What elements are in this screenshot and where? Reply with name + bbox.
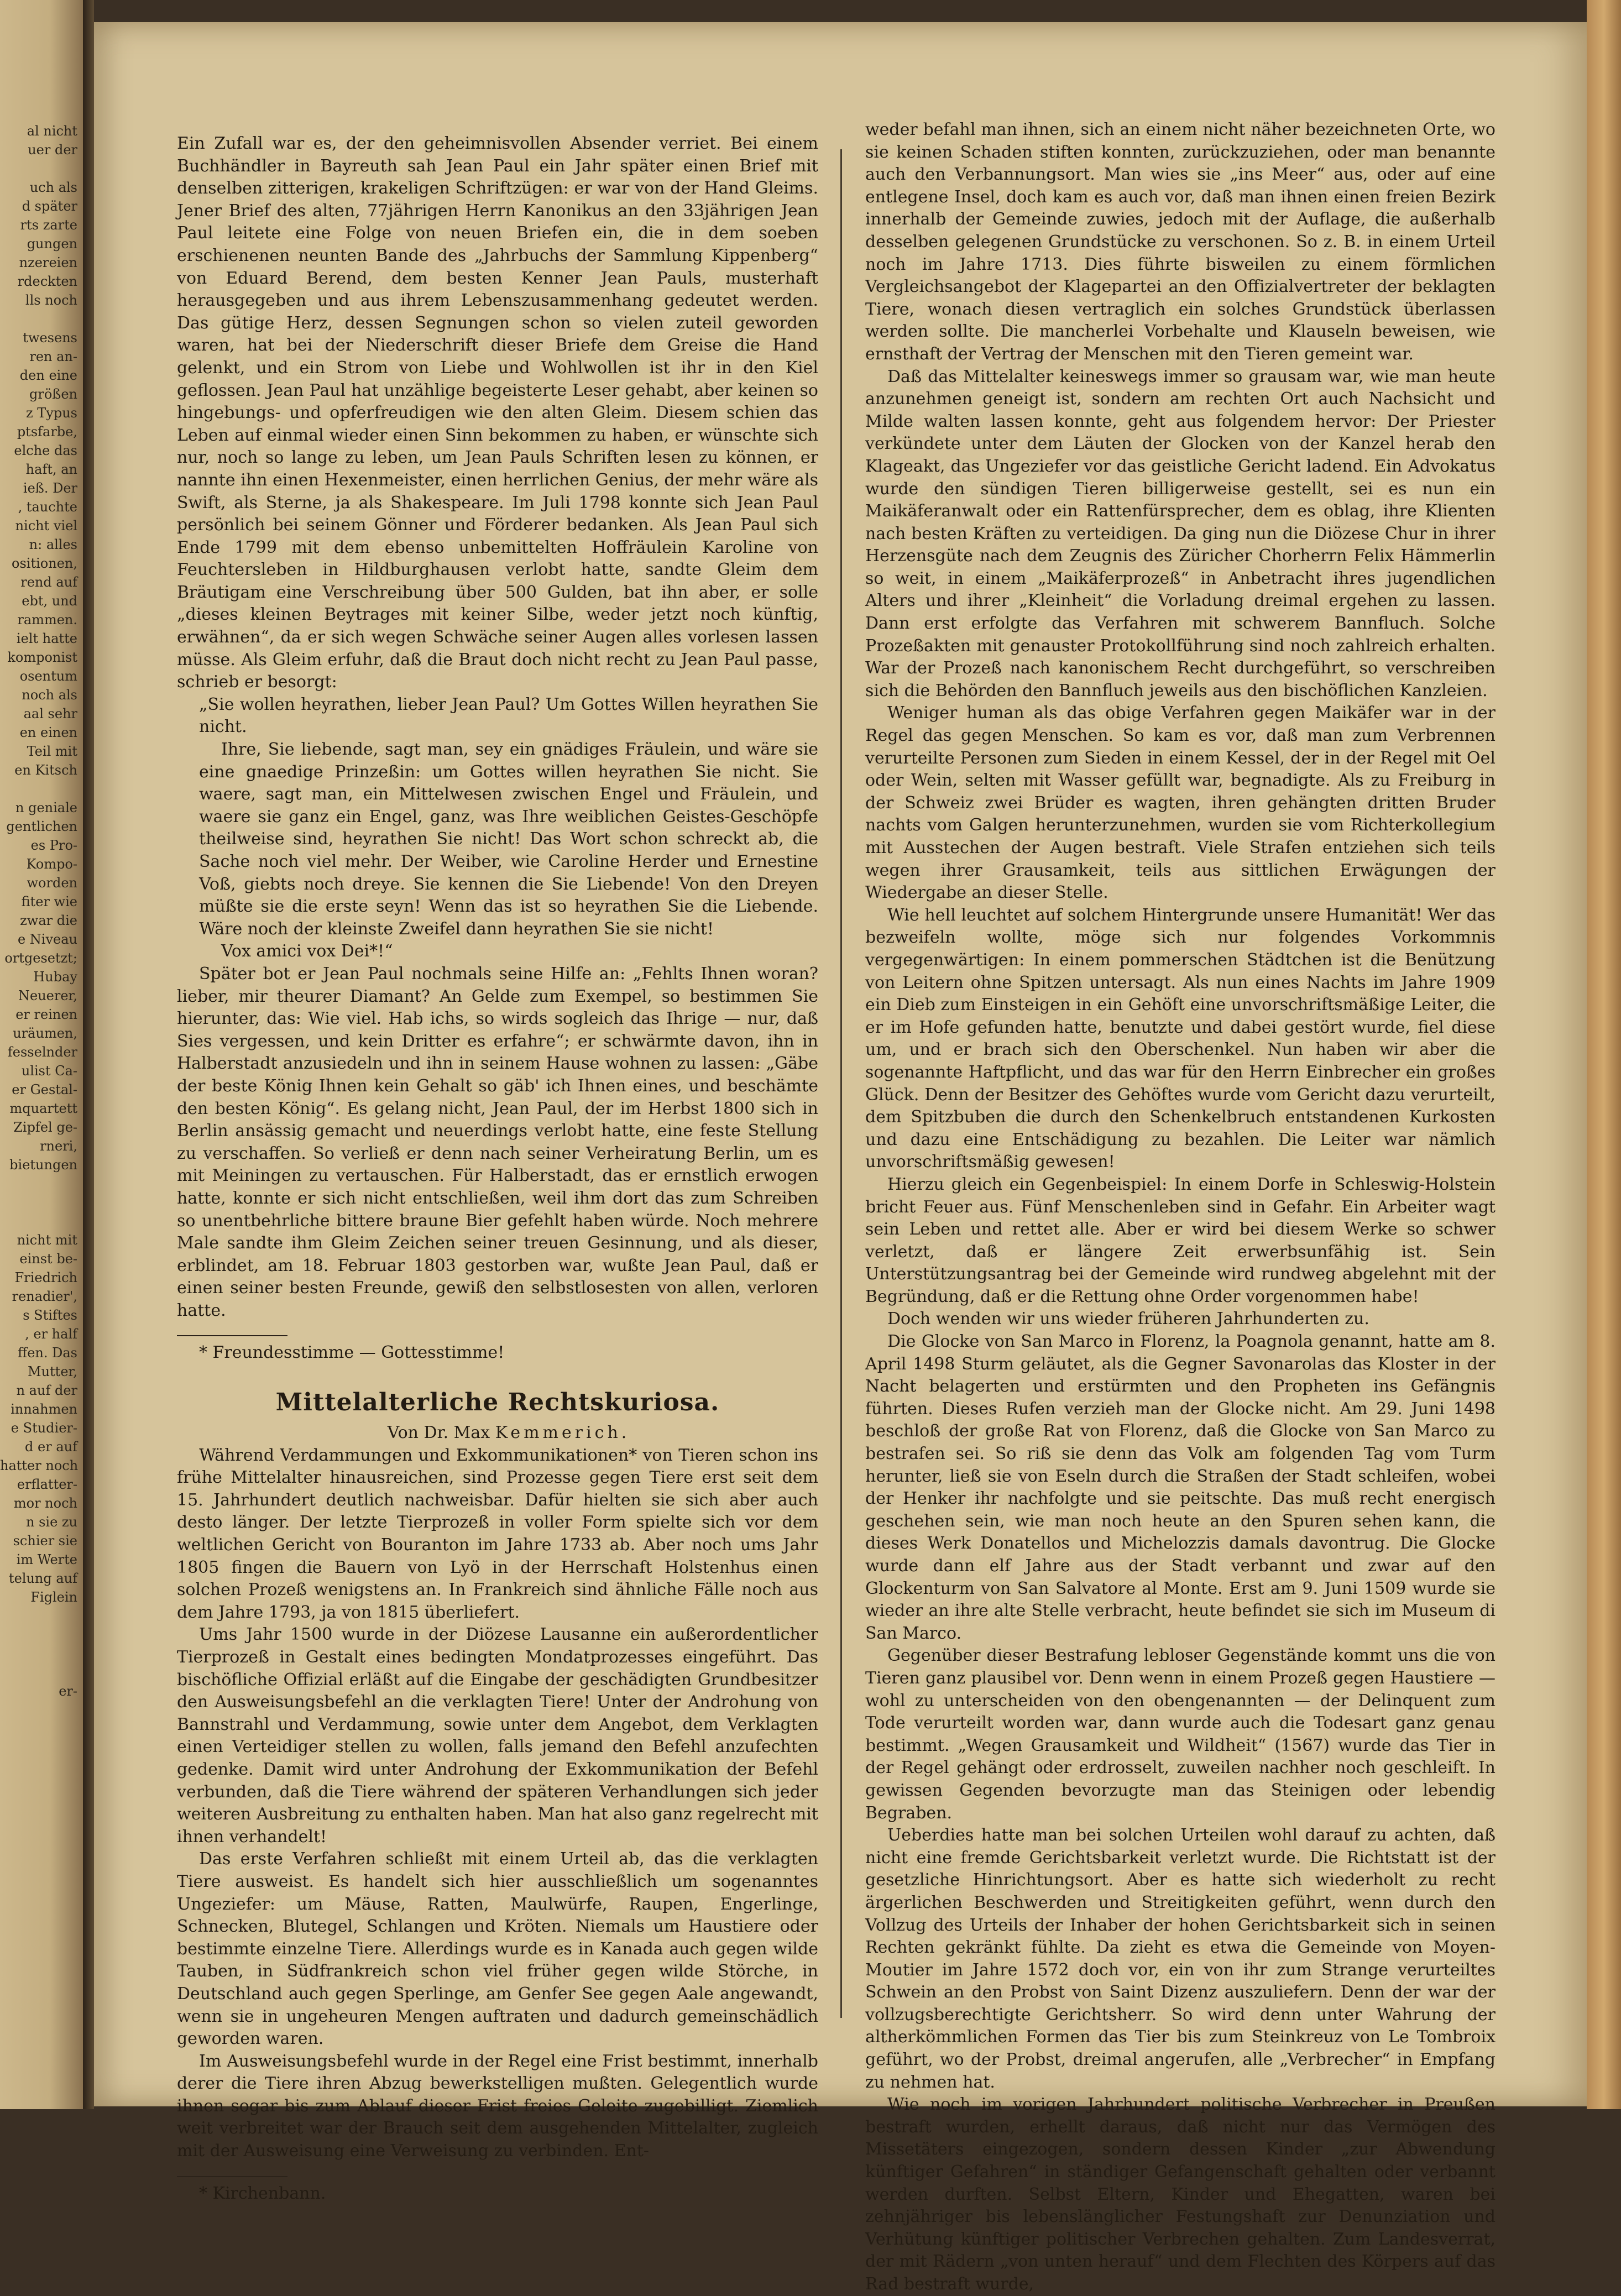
left-fragment-line: gungen	[27, 236, 77, 252]
article2-footnote: * Kirchenbann.	[199, 2183, 326, 2203]
left-fragment-line: rend auf	[20, 574, 77, 590]
article2-paragraph-3: Das erste Verfahren schließt mit einem Urteil ab, das die verklagten Tiere ausweist. Es handelt sich hier ausschließlich um sogenanntes Ungeziefer: um Mäuse, Ratten, Maulwürfe, Raupen, Engerlinge, Schnecken, Blutegel, Schlangen und Kröten. Niemals um Haustiere oder bestimmte einzelne Tiere. Allerdings wurde es in Kanada auch gegen wilde Tauben, in Südfrankreich schon viel früher gegen wilde Störche, in Deutschland auch gegen Sperlinge, am Genfer See gegen Aale angewandt, wenn sie in ungeheuren Mengen auftraten und dadurch gemeinschädlich geworden waren.	[177, 1849, 818, 2049]
left-margin-fragments	[0, 0, 83, 1701]
quote-line-3: Vox amici vox Dei*!“	[221, 942, 393, 961]
left-fragment-line: haft, an	[25, 462, 77, 477]
column-divider	[840, 149, 842, 2018]
left-fragment-line: uch als	[29, 180, 77, 195]
left-fragment-line: n auf der	[16, 1383, 77, 1398]
left-fragment-line: lls noch	[25, 292, 77, 308]
left-fragment-line: erflatter-	[17, 1477, 77, 1492]
left-fragment-line: schier sie	[13, 1533, 77, 1549]
newspaper-page	[94, 22, 1587, 2294]
left-fragment-line: aal sehr	[23, 706, 77, 721]
left-fragment-line: Hubay	[33, 969, 77, 985]
left-fragment-line: fesselnder	[7, 1044, 77, 1060]
left-fragment-line	[0, 1625, 83, 1644]
left-fragment-line	[0, 159, 83, 178]
left-fragment-line: einst be-	[19, 1251, 77, 1267]
byline-prefix: Von Dr. Max	[387, 1423, 490, 1443]
right-paragraph-1: weder befahl man ihnen, sich an einem nicht näher bezeichneten Orte, wo sie keinen Schaden stiften konnten, zurückzuziehen, oder man benannte auch den Verbannungsort. Man wies sie „ins Meer“ aus, oder auf eine entlegene Insel, doch kam es auch vor, daß man ihnen einen freien Bezirk innerhalb der Gemeinde zuwies, jedoch mit der Auflage, die außerhalb desselben gelegenen Grundstücke zu verschonen. So z. B. in einem Urteil noch im Jahre 1713. Dies führte bisweilen zu einem förmlichen Vergleichsangebot der Klagepartei an den Offizialvertreter der beklagten Tiere, wonach diesen vertraglich ein solches Grundstück überlassen werden sollte. Die mancherlei Vorbehalte und Klauseln beweisen, wie ernsthaft der Vertrag der Menschen mit den Tieren gemeint war.	[865, 120, 1495, 364]
left-fragment-line: bietungen	[9, 1157, 77, 1173]
left-fragment-line: al nicht	[27, 123, 77, 139]
left-fragment-line: Neuerer,	[18, 988, 77, 1003]
right-paragraph-8: Gegenüber dieser Bestrafung lebloser Gegenstände kommt uns die von Tieren ganz plausibel vor. Denn wenn in einem Prozeß gegen Haustiere — wohl zu unterscheiden von den obengenannten — der Delinquent zum Tode verurteilt worden war, dann wurde auch die Todesart ganz genau bestimmt. „Wegen Grausamkeit und Wildheit“ (1567) wurde das Tier in der Regel gehängt oder erdrosselt, zuweilen nachher noch geschleift. In gewissen Gegenden bevorzugte man das Steinigen oder lebendig Begraben.	[865, 1646, 1495, 1823]
left-fragment-line: , er half	[25, 1326, 77, 1342]
left-fragment-line: größen	[29, 386, 77, 402]
left-fragment-line: uräumen,	[13, 1026, 77, 1041]
right-paragraph-4: Wie hell leuchtet auf solchem Hintergrunde unsere Humanität! Wer das bezweifeln wollte, möge sich nur folgendes Vorkommnis vergegenwärtigen: In einem pommerschen Städtchen ist die Benützung von Leitern ohne Spitzen untersagt. Als nun eines Nachts im Jahre 1909 ein Dieb zum Einsteigen in ein Gehöft eine unvorschriftsmäßige Leiter, die er im Hofe gefunden hatte, benutzte und dabei gestört wurde, fiel diese um, und er brach sich den Oberschenkel. Nun haben wir aber die sogenannte Haftpflicht, und das war für den Herrn Einbrecher ein großes Glück. Denn der Besitzer des Gehöftes wurde vom Gericht dazu verurteilt, dem Spitzbuben die durch den Schenkelbruch entstandenen Kurkosten und dazu eine Entschädigung zu bezahlen. Die Leiter war nämlich unvorschriftsmäßig gewesen!	[865, 905, 1495, 1172]
right-paragraph-6: Doch wenden wir uns wieder früheren Jahrhunderten zu.	[887, 1309, 1369, 1329]
left-fragment-line: e Niveau	[17, 932, 77, 947]
left-page-edge	[0, 0, 83, 2109]
left-fragment-line: ortgesetzt;	[4, 950, 77, 966]
left-fragment-line	[0, 1174, 83, 1193]
left-fragment-line: telung auf	[8, 1571, 77, 1586]
left-fragment-line: mquartett	[9, 1101, 77, 1116]
right-paragraph-7: Die Glocke von San Marco in Florenz, la Poagnola genannt, hatte am 8. April 1498 Sturm geläutet, als die Gegner Savonarolas das Kloster in der Nacht belagerten und erstürmten und den Propheten ins Gefängnis führten. Dieses Rufen verzieh man der Glocke nicht. Am 29. Juni 1498 beschloß der große Rat von Florenz, daß die Glocke von San Marco zu bestrafen sei. So riß sie denn das Volk am folgenden Tag vom Turm herunter, ließ sie von Eseln durch die Straßen der Stadt schleifen, wobei der Henker ihr nachfolgte und sie peitschte. Das muß recht energisch geschehen sein, wie man noch heute an den Spuren sehen kann, die dieses Werk Donatellos und Michelozzis damals davontrug. Die Glocke wurde dann elf Jahre aus der Stadt verbannt und zwar auf den Glockenturm von San Salvatore al Monte. Erst am 9. Juni 1509 wurde sie wieder an ihre alte Stelle verbracht, heute befindet sie sich im Museum di San Marco.	[865, 1332, 1495, 1643]
article2-title: Mittelalterliche Rechtskuriosa.	[275, 1388, 720, 1417]
left-fragment-line	[0, 1193, 83, 1212]
left-fragment-line: ren an-	[29, 349, 77, 364]
left-fragment-line: Teil mit	[27, 744, 77, 759]
right-paragraph-10: Wie noch im vorigen Jahrhundert politische Verbrecher in Preußen bestraft wurden, erhellt daraus, daß nicht nur das Vermögen des Missetäters eingezogen, sondern dessen Kinder „zur Abwendung künftiger Gefahren“ in ständiger Gefangenschaft gehalten oder verbannt werden durften. Selbst Eltern, Kinder und Ehegatten, waren bei zehnjähriger bis lebenslänglicher Festungshaft zur Denunziation und Verhütung künftiger politischer Verbrechen gehalten. Zum Landesverrat, der mit Rädern „von unten herauf“ und dem Flechten des Körpers auf das Rad bestraft wurde,	[865, 2095, 1495, 2294]
article2-byline	[177, 1422, 818, 1445]
right-paragraph-5: Hierzu gleich ein Gegenbeispiel: In einem Dorfe in Schleswig-Holstein bricht Feuer aus. Fünf Menschenleben sind in Gefahr. Ein Arbeiter wagt sein Leben und rettet alle. Aber er wird bei diesem Werke so schwer verletzt, daß er längere Zeit erwerbsunfähig ist. Sein Unterstützungsantrag bei der Gemeinde wird rundweg abgelehnt mit der Begründung, daß er die Rettung ohne Order vorgenommen habe!	[865, 1174, 1495, 1306]
left-fragment-line: nzereien	[19, 255, 77, 270]
article1-paragraph-1: Ein Zufall war es, der den geheimnisvollen Absender verriet. Bei einem Buchhändler in Bayreuth sah Jean Paul ein Jahr später einen Brief mit denselben zitterigen, krakeligen Schriftzügen: er war von der Hand Gleims. Jener Brief des alten, 77jährigen Herrn Kanonikus an den 33jährigen Jean Paul leitete eine Folge von neuen Briefen ein, die in dem soeben erschienenen neunten Bande des „Jahrbuchs der Sammlung Kippenberg“ von Eduard Berend, dem besten Kenner Jean Pauls, musterhaft herausgegeben und aus ihrem Lebenszusammenhang gedeutet werden. Das gütige Herz, dessen Segnungen schon so vielen zuteil geworden waren, hat bei der Niederschrift dieser Briefe dem Greise die Hand gelenkt, und ein Strom von Liebe und Wohlwollen ist ihr in den Kiel geflossen. Jean Paul hat unzählige begeisterte Leser gehabt, aber keinen so hingebungs- und opferfreudigen wie den alten Gleim. Diesem schien das Leben auf einmal wieder einen Sinn bekommen zu haben, er wünschte sich nur, noch so lange zu leben, um Jean Pauls Schriften lesen zu können, er nannte ihn einen Hexenmeister, einen herrlichen Genius, der mehr wäre als Swift, als Sterne, ja als Shakespeare. Im Juli 1798 konnte sich Jean Paul persönlich bei seinem Gönner und Förderer bedanken. Als Jean Paul sich Ende 1799 mit dem ebenso unbemittelten Hoffräulein Karoline von Feuchtersleben in Hildburghausen verlobt hatte, sandte Gleim dem Bräutigam eine Verschreibung über 500 Gulden, bat ihn aber, er solle „dieses kleinen Beytrages mit keiner Silbe, weder jetzt noch künftig, erwähnen“, da er sich wegen Schwäche seiner Augen alles vorlesen lassen müsse. Als Gleim erfuhr, daß die Braut doch nicht recht zu Jean Paul passe, schrieb er besorgt:	[177, 134, 818, 692]
left-fragment-line: Mutter,	[28, 1364, 77, 1379]
left-fragment-line	[0, 310, 83, 328]
left-fragment-line: n geniale	[15, 800, 77, 815]
left-fragment-line: hatter noch	[0, 1458, 79, 1473]
left-fragment-line: zwar die	[20, 913, 77, 928]
left-fragment-line: er Gestal-	[12, 1082, 77, 1097]
left-fragment-line: ebt, und	[22, 593, 77, 609]
left-fragment-line: ositionen,	[12, 556, 77, 571]
footnote-rule	[177, 1335, 287, 1336]
left-fragment-line: ielt hatte	[16, 631, 77, 646]
left-fragment-line: noch als	[22, 687, 77, 703]
left-fragment-line: en Kitsch	[14, 762, 77, 778]
right-paragraph-9: Ueberdies hatte man bei solchen Urteilen wohl darauf zu achten, daß nicht eine fremde Gerichtsbarkeit verletzt wurde. Die Richtstatt ist der gesetzliche Hinrichtungsort. Aber es hatte sich wiederholt zu recht ärgerlichen Beschwerden und Streitigkeiten geführt, wenn durch den Vollzug des Urteils der Inhaber der hohen Gerichtsbarkeit sich in seinen Rechten gekränkt fühlte. Da zieht es etwa die Gemeinde von Moyen-Moutier im Jahre 1572 doch vor, ein von ihr zum Strange verurteiltes Schwein an den Probst von Saint Dizenz auszuliefern. Denn der war der vollzugsberechtigte Gerichtsherr. So wird denn unter Wahrung der altherkömmlichen Formen das Tier bis zum Steinkreuz von Le Tombroix geführt, wo der Probst, dreimal angerufen, alle „Verbrecher“ in Empfang zu nehmen hat.	[865, 1826, 1495, 2092]
left-fragment-line: Friedrich	[14, 1270, 77, 1285]
left-fragment-line	[0, 1644, 83, 1663]
right-paragraph-3: Weniger human als das obige Verfahren gegen Maikäfer war in der Regel das gegen Menschen. So kam es vor, daß man zum Verbrennen verurteilte Personen zum Sieden in einem Kessel, der in der Regel mit Oel oder Wein, selten mit Wasser gefüllt war, begnadigte. Als zu Freiburg in der Schweiz zwei Brüder es wagten, ihren gehängten dritten Bruder nachts vom Galgen herunterzunehmen, wurden sie vom Richterkollegium mit Ausstechen der Augen bestraft. Viele Strafen entziehen sich teils wegen ihrer Grausamkeit, teils aus sittlichen Erwägungen der Wiedergabe an dieser Stelle.	[865, 703, 1495, 903]
footnote-rule-2	[177, 2176, 287, 2177]
right-paragraph-2: Daß das Mittelalter keineswegs immer so grausam war, wie man heute anzunehmen geneigt ist, sondern am rechten Ort auch Nachsicht und Milde walten lassen konnte, geht aus folgendem hervor: Der Priester verkündete unter dem Läuten der Glocken von der Kanzel herab den Klageakt, das Ungeziefer vor das geistliche Gericht ladend. Ein Advokatus wurde den sündigen Tieren billigerweise gestellt, sei es nun ein Maikäferanwalt oder ein Rattenfürsprecher, dem es oblag, ihre Klienten nach besten Kräften zu verteidigen. Da ging nun die Diözese Chur in ihrer Herzensgüte nach dem Zeugnis des Züricher Chorherrn Felix Hämmerlin so weit, in einem „Maikäferprozeß“ in Anbetracht ihres jugendlichen Alters und ihrer „Kleinheit“ die Vorladung dreimal ergehen zu lassen. Dann erst erfolgte das Verfahren mit schwerem Bannfluch. Solche Prozeßakten mit genauster Protokollführung sind noch zahlreich erhalten. War der Prozeß nach kanonischem Recht durchgeführt, so verschreiben sich die Behörden den Bannfluch jeweils aus den bischöflichen Kanzleien.	[865, 367, 1495, 700]
gleim-letter-quote	[199, 694, 818, 963]
left-fragment-line: es Pro-	[30, 838, 77, 853]
left-fragment-line: n sie zu	[25, 1514, 77, 1530]
left-fragment-line: z Typus	[26, 405, 77, 421]
left-fragment-line	[0, 780, 83, 798]
left-fragment-line: Kompo-	[26, 856, 77, 872]
left-fragment-line: worden	[27, 875, 77, 891]
left-fragment-line: den eine	[19, 368, 77, 383]
left-fragment-line: , tauchte	[18, 499, 77, 515]
article1-footnote: * Freundesstimme — Gottesstimme!	[199, 1343, 505, 1363]
left-fragment-line: ieß. Der	[23, 480, 77, 496]
article2-paragraph-2: Ums Jahr 1500 wurde in der Diözese Lausanne ein außerordentlicher Tierprozeß in Gestalt eines bedingten Mondatprozesses eingeführt. Das bischöfliche Offizial erläßt auf die Eingabe der geschädigten Grundbesitzer den Ausweisungsbefehl an die verklagten Tiere! Unter der Androhung von Bannstrahl und Verdammung, sowie unter dem Angebot, dem Verklagten einen Verteidiger stellen zu wollen, falls jemand den Befehl anzufechten gedenke. Damit wird unter Androhung der Exkommunikation der Befehl verbunden, daß die Tiere während der späteren Verhandlungen sich jeder weiteren Ausbreitung zu enthalten haben. Man hat also ganz regelrecht mit ihnen verhandelt!	[177, 1625, 818, 1847]
left-fragment-line	[0, 1663, 83, 1682]
left-fragment-line: innahmen	[11, 1401, 77, 1417]
left-fragment-line: rneri,	[40, 1138, 77, 1154]
left-fragment-line	[0, 1607, 83, 1625]
left-fragment-line: d er auf	[25, 1439, 77, 1455]
left-fragment-line: nicht mit	[17, 1232, 77, 1248]
left-fragment-line: osentum	[19, 668, 77, 684]
left-fragment-line: komponist	[7, 650, 77, 665]
left-fragment-line: rdeckten	[17, 274, 77, 289]
left-fragment-line: e Studier-	[11, 1420, 77, 1436]
left-fragment-line: mor noch	[13, 1495, 77, 1511]
left-fragment-line: er reinen	[15, 1007, 77, 1022]
left-fragment-line: im Werte	[16, 1552, 77, 1567]
right-column	[865, 119, 1495, 2296]
left-fragment-line: ulist Ca-	[21, 1063, 77, 1079]
left-fragment-line: renadier',	[12, 1289, 77, 1304]
left-fragment-line: d später	[22, 198, 77, 214]
left-fragment-line: er-	[59, 1683, 77, 1699]
left-fragment-line: en einen	[19, 725, 77, 740]
article2-paragraph-1: Während Verdammungen und Exkommunikationen* von Tieren schon ins frühe Mittelalter hinausreichen, sind Prozesse gegen Tiere erst seit dem 15. Jahrhundert deutlich nachweisbar. Dafür hielten sie sich aber auch desto länger. Der letzte Tierprozeß in voller Form spielte sich vor dem weltlichen Gericht von Bouranton im Jahre 1733 ab. Aber noch ums Jahr 1805 fingen die Bauern von Lyö in der Herrschaft Holstenhus einen solchen Prozeß wenigstens an. In Frankreich sind ähnliche Fälle noch aus dem Jahre 1793, ja von 1815 überliefert.	[177, 1445, 818, 1622]
quote-line-1: „Sie wollen heyrathen, lieber Jean Paul? Um Gottes Willen heyrathen Sie nicht.	[199, 694, 818, 737]
left-fragment-line: Zipfel ge-	[13, 1120, 77, 1135]
left-fragment-line: ffen. Das	[18, 1345, 77, 1361]
left-fragment-line	[0, 1212, 83, 1231]
left-fragment-line: ptsfarbe,	[17, 424, 77, 440]
left-fragment-line: rammen.	[17, 612, 77, 627]
byline-author: Kemmerich.	[495, 1423, 630, 1443]
left-fragment-line: s Stiftes	[23, 1307, 77, 1323]
left-fragment-line: rts zarte	[20, 217, 77, 233]
article2-paragraph-4: Im Ausweisungsbefehl wurde in der Regel eine Frist bestimmt, innerhalb derer die Tiere ihren Abzug bewerkstelligen mußten. Gelegentlich wurde ihnen sogar bis zum Ablauf dieser Frist freies Geleite zugebilligt. Ziemlich weit verbreitet war der Brauch seit dem ausgehenden Mittelalter, zugleich mit der Ausweisung eine Verweisung zu verbinden. Ent-	[177, 2051, 818, 2161]
left-fragment-line: elche das	[14, 443, 77, 458]
left-fragment-line: n: alles	[29, 537, 77, 552]
quote-line-2: Ihre, Sie liebende, sagt man, sey ein gnädiges Fräulein, und wäre sie eine gnaedige Prinzeßin: um Gottes willen heyrathen Sie nicht. Sie waere, sagt man, ein Mittelwesen zwischen Engel und Fräulein, und waere sie ganz ein Engel, ganz, was Ihre weiblichen Geistes-Geschöpfe theilweise sind, heyrathen Sie nicht! Das Wort schon schreckt ab, die Sache noch viel mehr. Der Weiber, wie Caroline Herder und Ernestine Voß, giebts noch dreye. Sie kennen die Sie Liebende! Von den Dreyen müßte sie die erste seyn! Wenn das ist so heyrathen Sie die Liebende. Wäre noch der kleinste Zweifel dann heyrathen Sie sie nicht!	[199, 740, 818, 939]
left-fragment-line: nicht viel	[15, 518, 77, 534]
article1-paragraph-2: Später bot er Jean Paul nochmals seine Hilfe an: „Fehlts Ihnen woran? lieber, mir theurer Diamant? An Gelde zum Exempel, so bestimmen Sie hierunter, das: Wie viel. Hab ichs, so wirds sogleich das Ihrige — nur, daß Sies vergessen, und kein Dritter es erfahre“; er schwärmte davon, ihn in Halberstadt anzusiedeln und ihn in seinem Hause wohnen zu lassen: „Gäbe der beste König Ihnen kein Gehalt so gäb' ich Ihnen eines, und beschämte den besten König“. Es gelang nicht, Jean Paul, der im Herbst 1800 sich in Berlin ansässig gemacht und neuerdings verlobt hatte, eine feste Stellung zu verschaffen. So verließ er denn nach seiner Verheiratung Berlin, um es mit Meiningen zu vertauschen. Für Halberstadt, das er ernstlich erwogen hatte, konnte er sich nicht entschließen, weil ihm dort das zum Schreiben so unentbehrliche bittere braune Bier gefehlt haben würde. Noch mehrere Male sandte ihm Gleim Zeichen seiner treuen Gesinnung, und als dieser, erblindet, am 18. Februar 1803 gestorben war, wußte Jean Paul, daß er einen seiner besten Freunde, gewiß den selbstlosesten von allen, verloren hatte.	[177, 964, 818, 1320]
book-gutter	[83, 0, 94, 2109]
left-fragment-line: gentlichen	[6, 819, 77, 834]
left-fragment-line: Figlein	[30, 1589, 77, 1605]
left-column	[177, 133, 818, 2205]
right-page-edge	[1587, 0, 1621, 2109]
left-fragment-line: fiter wie	[21, 894, 77, 909]
left-fragment-line: twesens	[23, 330, 77, 346]
left-fragment-line: uer der	[28, 142, 77, 158]
